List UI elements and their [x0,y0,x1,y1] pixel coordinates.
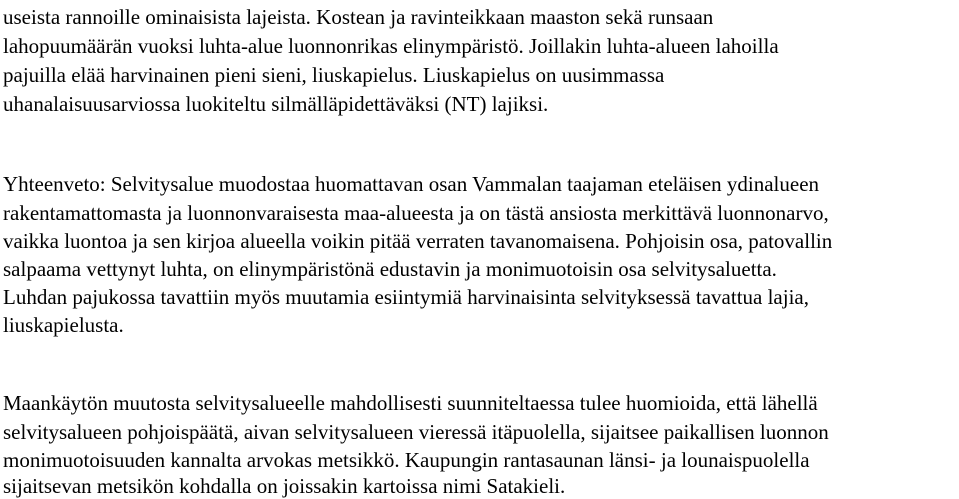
text-line: pajuilla elää harvinainen pieni sieni, liuskapielus. Liuskapielus on uusimmassa [3,63,665,87]
text-line: salpaama vettynyt luhta, on elinympäristönä edustavin ja monimuotoisin osa selvitysaluetta. [3,257,777,281]
text-line: rakentamattomasta ja luonnonvaraisesta maa-alueesta ja on tästä ansiosta merkittävä luonnonarvo, [3,201,829,225]
text-line: useista rannoille ominaisista lajeista. Kostean ja ravinteikkaan maaston sekä runsaan [3,5,714,29]
text-line: uhanalaisuusarviossa luokiteltu silmälläpidettäväksi (NT) lajiksi. [3,92,549,116]
text-line: vaikka luontoa ja sen kirjoa alueella voikin pitää verraten tavanomaisena. Pohjoisin osa, patovallin [3,229,833,253]
text-line: Yhteenveto: Selvitysalue muodostaa huomattavan osan Vammalan taajaman eteläisen ydinalueen [3,172,820,196]
text-line: Luhdan pajukossa tavattiin myös muutamia esiintymiä harvinaisinta selvityksessä tavattua lajia, [3,285,809,309]
text-line: monimuotoisuuden kannalta arvokas metsikkö. Kaupungin rantasaunan länsi- ja lounaispuolella [3,448,810,472]
text-line: Maankäytön muutosta selvitysalueelle mahdollisesti suunniteltaessa tulee huomioida, että lähellä [3,391,818,415]
text-line: lahopuumäärän vuoksi luhta-alue luonnonrikas elinympäristö. Joillakin luhta-alueen lahoilla [3,34,779,58]
text-line: sijaitsevan metsikön kohdalla on joissakin kartoissa nimi Satakieli. [3,474,566,498]
text-line: selvitysalueen pohjoispäätä, aivan selvitysalueen vieressä itäpuolella, sijaitsee paikallisen luonnon [3,420,829,444]
text-line: liuskapielusta. [3,313,124,337]
